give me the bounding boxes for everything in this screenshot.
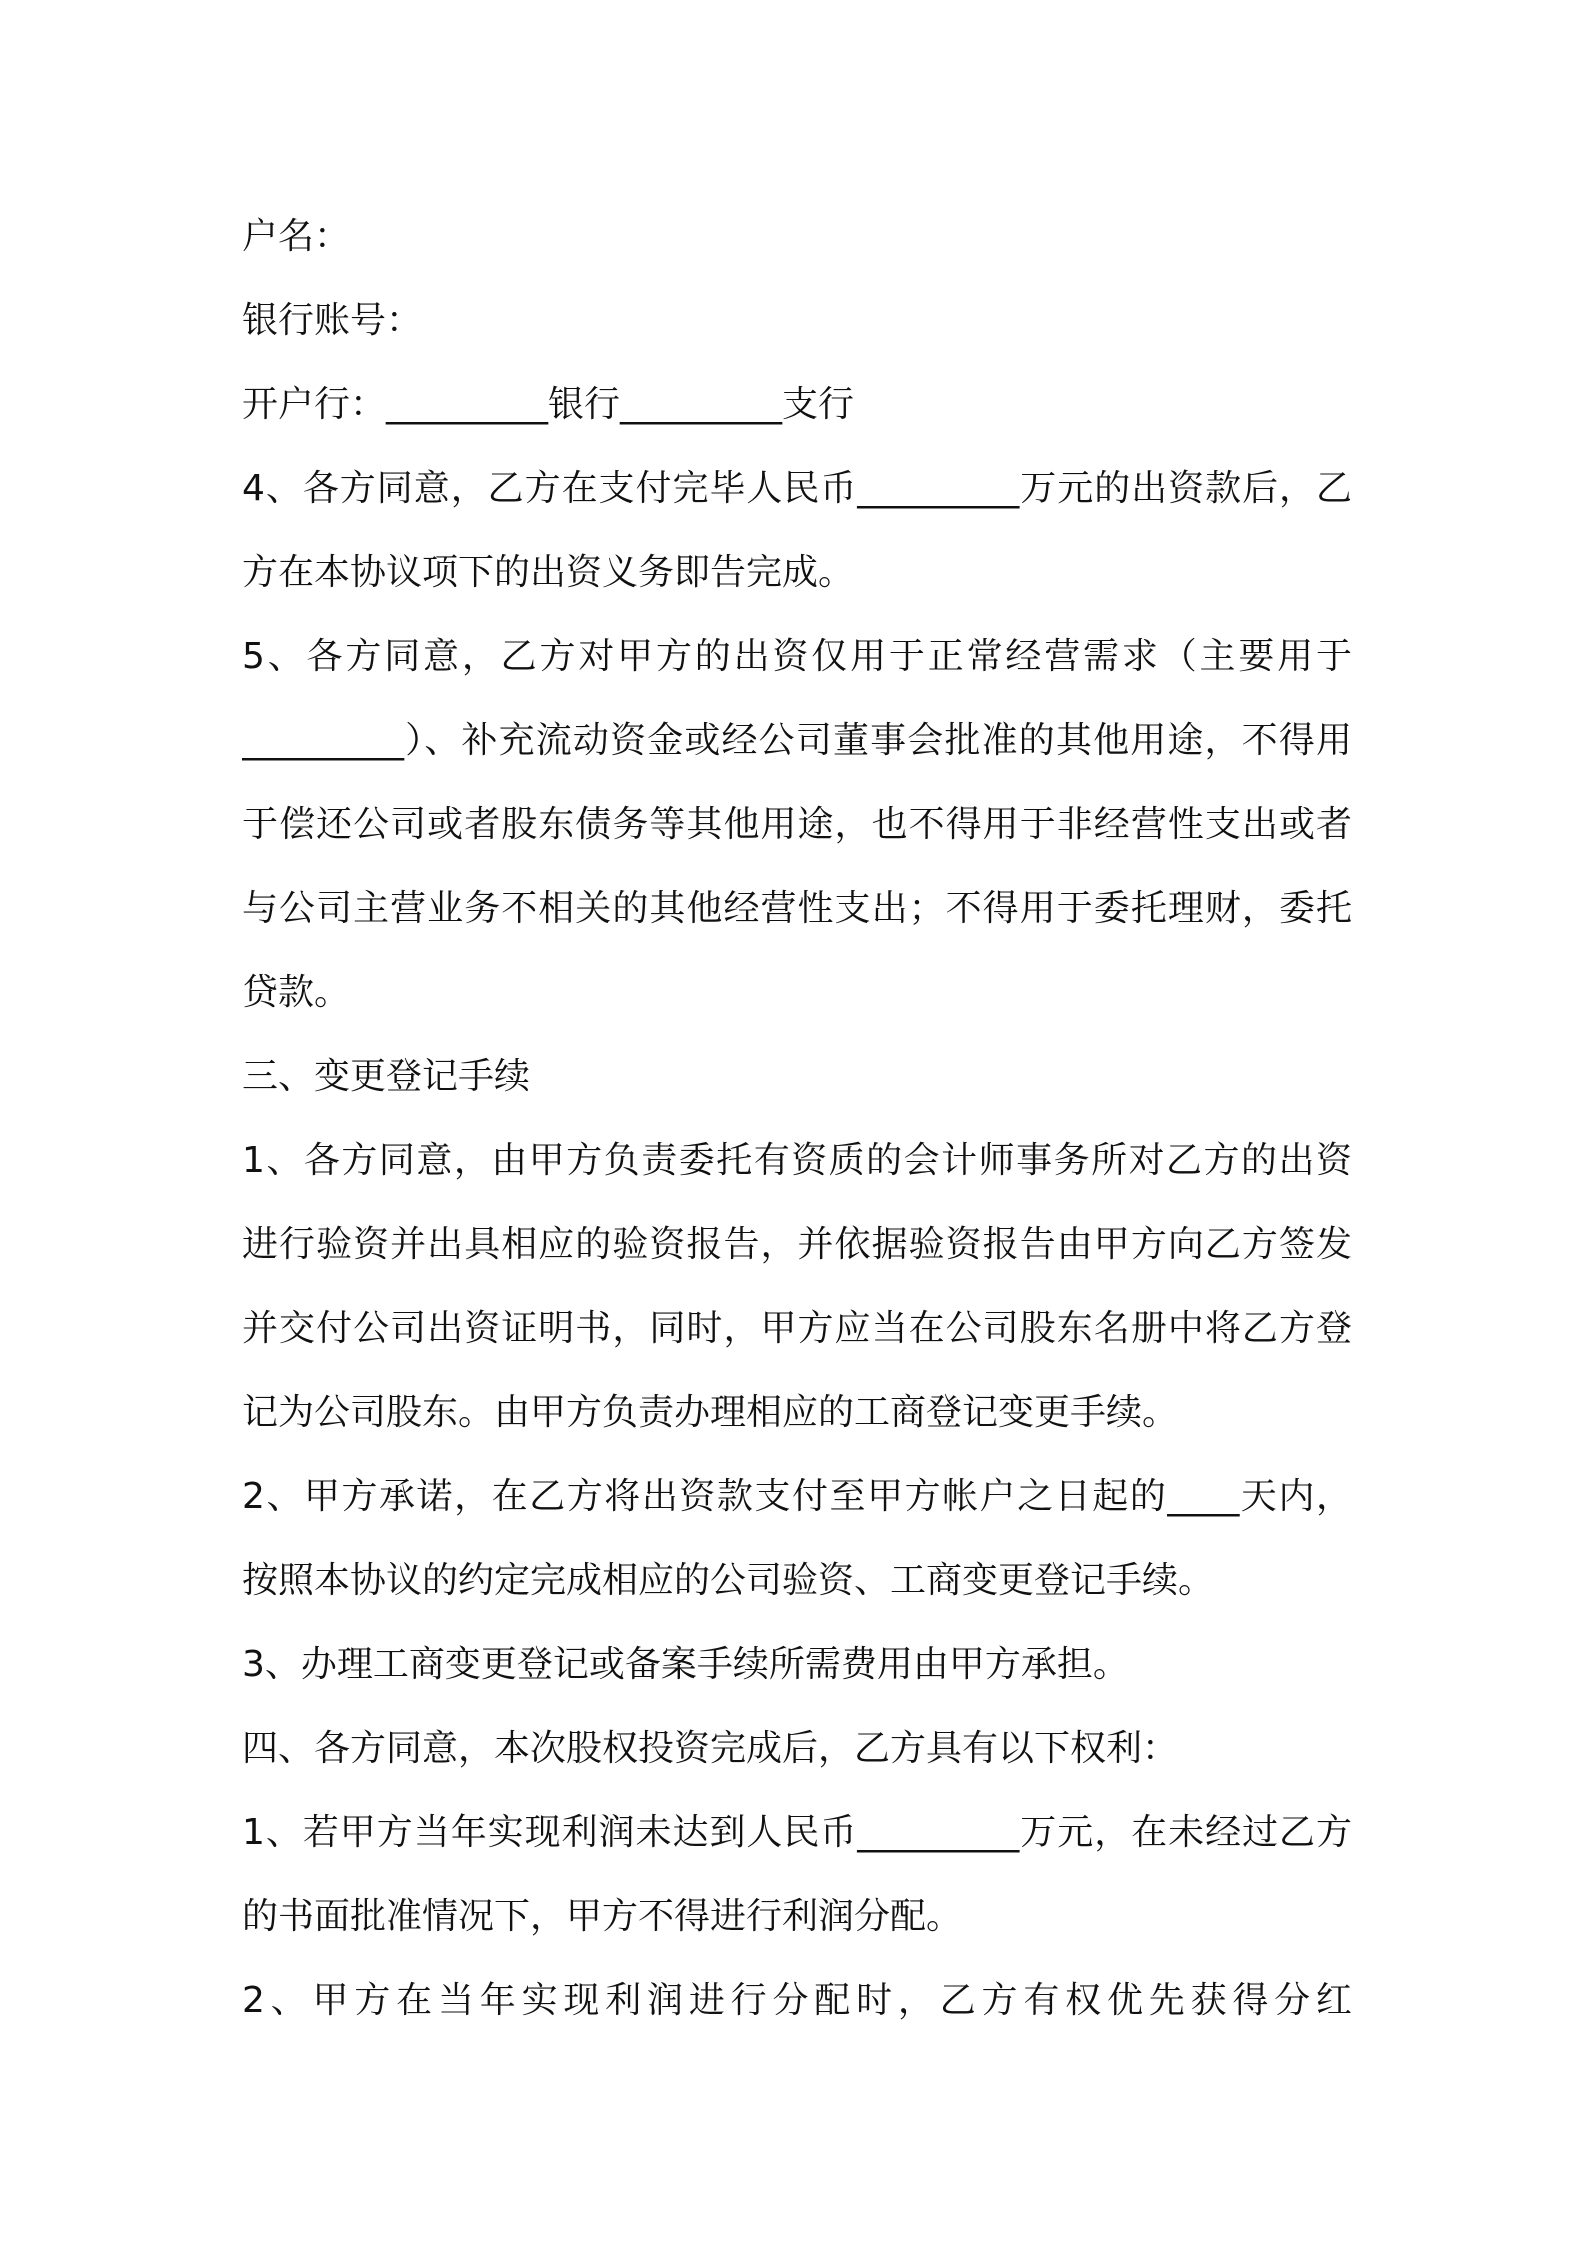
clause-4-1-line-2: 的书面批准情况下，甲方不得进行利润分配。 xyxy=(242,1896,963,1937)
clause-3-2-line-1: 2、甲方承诺，在乙方将出资款支付至甲方帐户之日起的____天内， xyxy=(242,1476,1352,1517)
section-3-heading: 三、变更登记手续 xyxy=(242,1056,531,1097)
clause-4-1-line-1: 1、若甲方当年实现利润未达到人民币_________万元，在未经过乙方 xyxy=(242,1812,1352,1853)
clause-3-2-line-2: 按照本协议的约定完成相应的公司验资、工商变更登记手续。 xyxy=(242,1560,1215,1601)
clause-2-5-line-1: 5、各方同意，乙方对甲方的出资仅用于正常经营需求（主要用于 xyxy=(242,636,1352,677)
document-body xyxy=(242,195,1352,2043)
clause-2-5-line-2: _________）、补充流动资金或经公司董事会批准的其他用途，不得用 xyxy=(242,720,1352,761)
clause-2-5-line-4: 与公司主营业务不相关的其他经营性支出；不得用于委托理财，委托 xyxy=(242,888,1352,929)
bank-account-line: 银行账号： xyxy=(242,300,423,341)
clause-2-4-line-2: 方在本协议项下的出资义务即告完成。 xyxy=(242,552,855,593)
clause-3-1-line-3: 并交付公司出资证明书，同时，甲方应当在公司股东名册中将乙方登 xyxy=(242,1308,1352,1349)
clause-2-4-line-1: 4、各方同意，乙方在支付完毕人民币_________万元的出资款后，乙 xyxy=(242,468,1352,509)
section-4-heading: 四、各方同意，本次股权投资完成后，乙方具有以下权利： xyxy=(242,1728,1179,1769)
clause-3-1-line-4: 记为公司股东。由甲方负责办理相应的工商登记变更手续。 xyxy=(242,1392,1179,1433)
clause-3-1-line-2: 进行验资并出具相应的验资报告，并依据验资报告由甲方向乙方签发 xyxy=(242,1224,1352,1265)
clause-2-5-line-3: 于偿还公司或者股东债务等其他用途，也不得用于非经营性支出或者 xyxy=(242,804,1352,845)
clause-3-3-line: 3、办理工商变更登记或备案手续所需费用由甲方承担。 xyxy=(242,1644,1129,1685)
clause-4-2-line-1: 2、甲方在当年实现利润进行分配时，乙方有权优先获得分红 xyxy=(242,1980,1352,2021)
clause-3-1-line-1: 1、各方同意，由甲方负责委托有资质的会计师事务所对乙方的出资 xyxy=(242,1140,1352,1181)
opening-bank-line: 开户行：_________银行_________支行 xyxy=(242,384,855,425)
clause-2-5-line-5: 贷款。 xyxy=(242,972,351,1013)
account-name-line: 户名： xyxy=(242,216,351,257)
